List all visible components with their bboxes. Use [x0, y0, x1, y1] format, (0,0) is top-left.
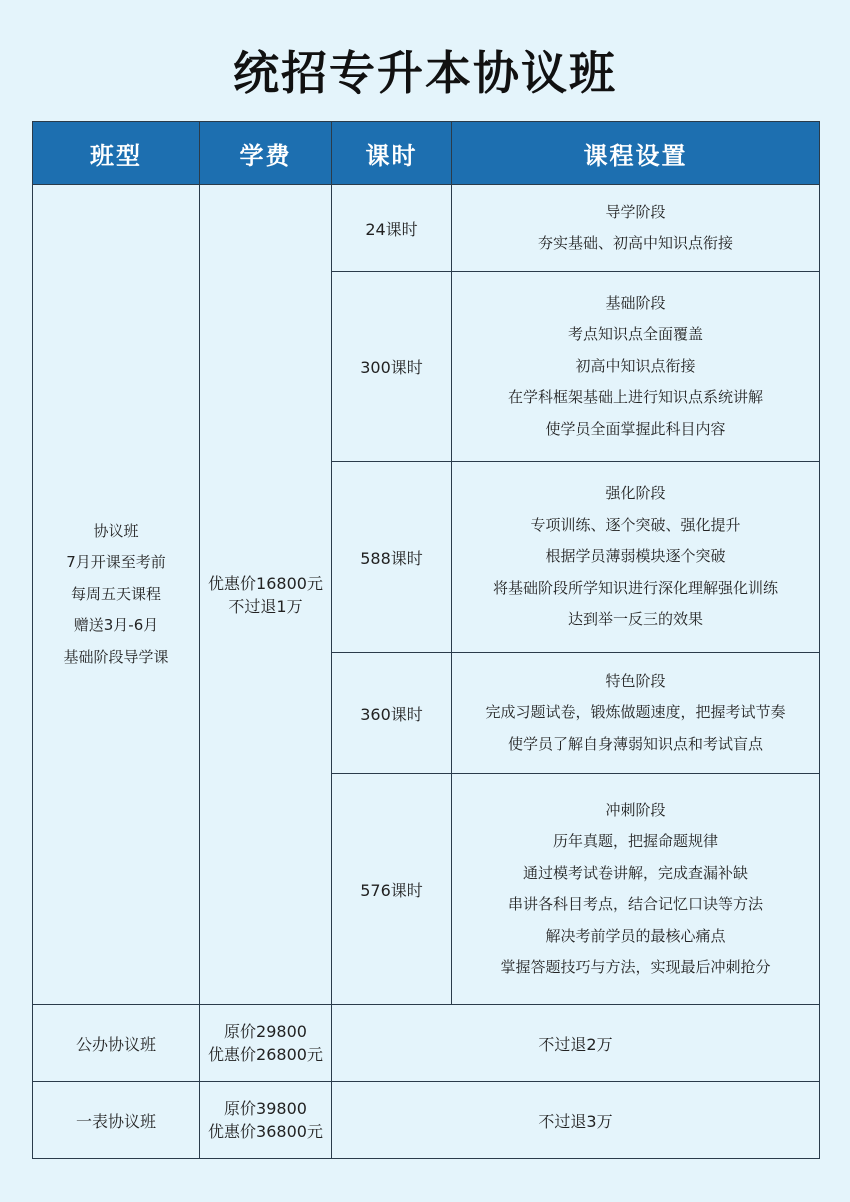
class-type-cell: 公办协议班	[33, 1005, 200, 1082]
stage-line: 串讲各科目考点，结合记忆口诀等方法	[507, 895, 763, 913]
stage-line: 使学员全面掌握此科目内容	[545, 419, 726, 438]
class-name-line: 基础阶段导学课	[63, 647, 169, 666]
table-header-row	[33, 122, 820, 185]
stage-line: 根据学员薄弱模块逐个突破	[545, 547, 726, 566]
class-type-cell	[33, 185, 200, 1005]
stage-title: 强化阶段	[605, 484, 666, 503]
fee-line: 优惠价26800元	[208, 1045, 323, 1064]
stage-title: 冲刺阶段	[605, 800, 666, 819]
course-table	[32, 121, 820, 1159]
stage-title: 导学阶段	[605, 202, 666, 221]
stage-line: 达到举一反三的效果	[567, 610, 703, 629]
hours-cell: 576课时	[332, 774, 452, 1005]
refund-note-cell: 不过退3万	[332, 1082, 820, 1159]
hours-cell: 588课时	[332, 462, 452, 653]
stage-line: 夯实基础、初高中知识点衔接	[537, 234, 733, 252]
page-title: 统招专升本协议班	[233, 46, 617, 100]
header-class-type: 班型	[33, 122, 200, 185]
header-hours: 课时	[332, 122, 452, 185]
stage-line: 使学员了解自身薄弱知识点和考试盲点	[507, 734, 763, 753]
fee-line: 优惠价16800元	[208, 573, 323, 593]
stage-line: 在学科框架基础上进行知识点系统讲解	[507, 388, 763, 407]
stage-title: 特色阶段	[605, 671, 666, 690]
header-tuition: 学费	[200, 122, 332, 185]
fee-line: 原价39800	[224, 1099, 307, 1118]
tuition-cell	[200, 1005, 332, 1082]
class-name-line: 7月开课至考前	[66, 553, 166, 572]
curriculum-cell	[452, 653, 820, 774]
curriculum-cell	[452, 774, 820, 1005]
fee-line: 原价29800	[224, 1022, 307, 1041]
table-row	[33, 1082, 820, 1159]
hours-cell: 300课时	[332, 272, 452, 462]
stage-line: 将基础阶段所学知识进行深化理解强化训练	[492, 578, 778, 597]
class-name-line: 每周五天课程	[70, 584, 161, 603]
hours-cell: 360课时	[332, 653, 452, 774]
header-curriculum: 课程设置	[452, 122, 820, 185]
stage-line: 解决考前学员的最核心痛点	[545, 926, 726, 945]
refund-note-cell: 不过退2万	[332, 1005, 820, 1082]
stage-line: 历年真题，把握命题规律	[552, 832, 718, 850]
table-row	[33, 1005, 820, 1082]
stage-line: 掌握答题技巧与方法，实现最后冲刺抢分	[500, 958, 771, 976]
curriculum-cell	[452, 462, 820, 653]
class-name-line: 协议班	[93, 521, 139, 540]
hours-cell: 24课时	[332, 185, 452, 272]
stage-line: 完成习题试卷，锻炼做题速度，把握考试节奏	[485, 703, 786, 722]
stage-line: 初高中知识点衔接	[575, 356, 696, 375]
stage-line: 考点知识点全面覆盖	[567, 325, 703, 344]
stage-line: 专项训练、逐个突破、强化提升	[530, 515, 741, 534]
fee-line: 不过退1万	[228, 596, 303, 616]
tuition-cell	[200, 1082, 332, 1159]
fee-line: 优惠价36800元	[208, 1122, 323, 1141]
stage-title: 基础阶段	[605, 293, 666, 312]
table-row	[33, 185, 820, 272]
curriculum-cell	[452, 272, 820, 462]
stage-line: 通过模考试卷讲解，完成查漏补缺	[522, 863, 748, 882]
class-name-line: 赠送3月-6月	[73, 616, 159, 635]
curriculum-cell	[452, 185, 820, 272]
tuition-cell	[200, 185, 332, 1005]
class-type-cell: 一表协议班	[33, 1082, 200, 1159]
